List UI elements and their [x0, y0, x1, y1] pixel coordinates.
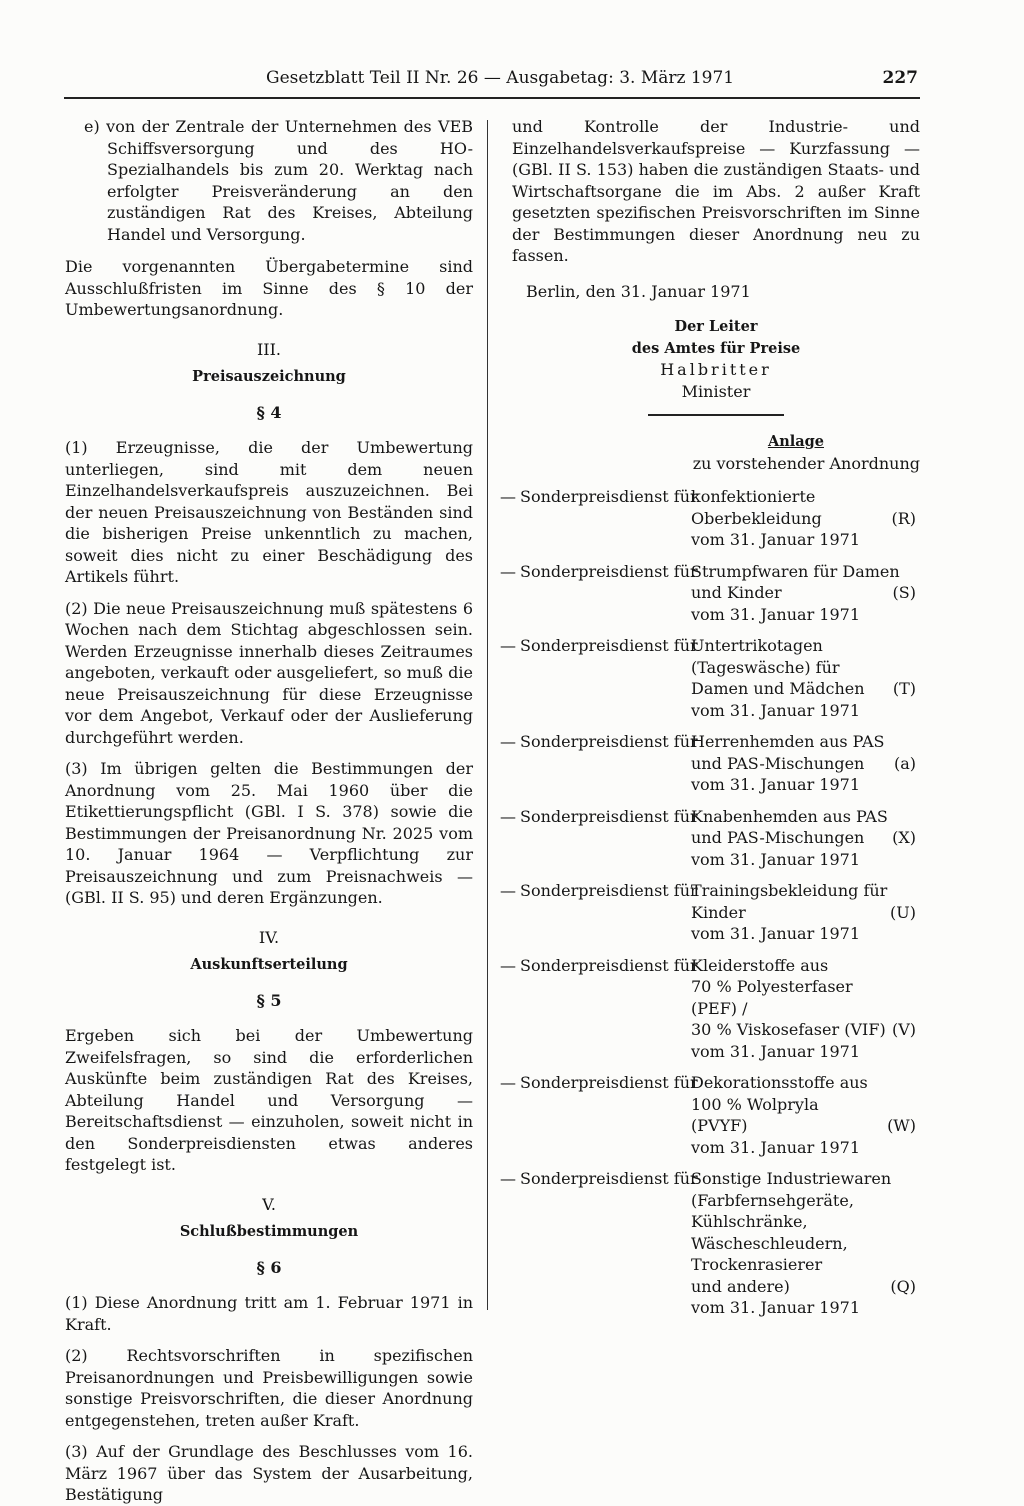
gazette-title: Gesetzblatt Teil II Nr. 26 — Ausgabetag: 3. März 1971	[266, 68, 735, 88]
list-dash: —	[500, 806, 516, 826]
item-line: und PAS-Mischungen	[691, 828, 865, 847]
item-line: Damen und Mädchen	[691, 679, 865, 698]
place-date: Berlin, den 31. Januar 1971	[526, 281, 751, 301]
item-line: konfektionierte	[691, 487, 816, 506]
section-4-title: Auskunftserteilung	[190, 956, 348, 973]
item-line: vom 31. Januar 1971	[691, 924, 861, 943]
item-line: (Farbfernsehgeräte,	[691, 1190, 854, 1210]
signature-rule	[648, 414, 784, 416]
item-line: Kühlschränke,	[691, 1212, 808, 1231]
item-e: e) von der Zentrale der Unternehmen des VEB Schiffsversorgung und des HO-Spezialhandels bis zum 20. Werktag nach erfolgter Preisveränderung an den zuständigen Rat des Kreises, Abteilung Handel und Versorgung.	[84, 117, 473, 244]
para-6-3: (3) Auf der Grundlage des Beschlusses vom 16. März 1967 über das System der Ausarbeitung, Bestätigung	[65, 1442, 473, 1504]
item-line: vom 31. Januar 1971	[691, 1298, 861, 1317]
list-dash: —	[500, 487, 516, 506]
para-6-1: (1) Diese Anordnung tritt am 1. Februar 1971 in Kraft.	[65, 1293, 473, 1334]
item-line: Wäscheschleudern,	[691, 1233, 848, 1253]
paragraph-4-heading: § 4	[256, 402, 282, 422]
item-prefix: Sonderpreisdienst für	[520, 881, 698, 900]
anlage-heading	[512, 430, 920, 453]
item-line: Oberbekleidung	[691, 508, 822, 528]
section-5-number: V.	[262, 1194, 276, 1214]
item-line: Untertrikotagen	[691, 636, 823, 655]
list-dash: —	[500, 881, 516, 900]
signature-name: Halbritter	[660, 360, 772, 379]
item-line: vom 31. Januar 1971	[691, 775, 861, 794]
item-line: vom 31. Januar 1971	[691, 1137, 861, 1157]
item-prefix: Sonderpreisdienst für	[520, 487, 698, 506]
item-line: vom 31. Januar 1971	[691, 530, 861, 549]
anlage-item	[500, 731, 920, 796]
item-prefix: Sonderpreisdienst für	[520, 1169, 698, 1188]
item-line: vom 31. Januar 1971	[691, 604, 861, 624]
header-rule	[64, 97, 920, 99]
item-prefix: Sonderpreisdienst für	[520, 732, 698, 751]
anlage-item	[500, 1168, 920, 1319]
item-prefix: Sonderpreisdienst für	[520, 1073, 698, 1092]
item-line: Kinder	[691, 902, 746, 922]
item-code: (W)	[887, 1116, 916, 1135]
item-code: (a)	[893, 753, 916, 773]
anlage-list	[500, 486, 920, 1319]
section-3-number: III.	[256, 339, 282, 359]
item-line: und Kinder	[691, 583, 782, 602]
item-line: vom 31. Januar 1971	[691, 700, 861, 720]
item-line: 70 % Polyesterfaser	[691, 977, 853, 996]
item-line: Trockenrasierer	[691, 1255, 823, 1274]
item-code: (T)	[892, 679, 916, 698]
paragraph-6-heading: § 6	[256, 1257, 282, 1277]
list-dash: —	[500, 636, 516, 655]
list-dash: —	[500, 1073, 516, 1092]
para-6-2: (2) Rechtsvorschriften in spezifischen Preisanordnungen und Preisbewilligungen sowie sonstige Preisvorschriften, die dieser Anordnung entgegenstehen, treten außer Kraft.	[65, 1346, 473, 1430]
item-line: Herrenhemden aus PAS	[691, 732, 885, 751]
left-column	[65, 116, 473, 1506]
item-code: (Q)	[890, 1276, 916, 1296]
anlage-item	[500, 1072, 920, 1158]
item-prefix: Sonderpreisdienst für	[520, 955, 698, 975]
item-line: Kleiderstoffe aus	[691, 955, 829, 975]
item-line: (PEF) /	[691, 998, 748, 1018]
item-line: Strumpfwaren für Damen	[691, 561, 900, 581]
item-code: (X)	[892, 828, 916, 847]
anlage-item	[500, 635, 920, 721]
list-dash: —	[500, 561, 516, 581]
item-line: 30 % Viskosefaser (VIF)	[691, 1020, 886, 1039]
para-fristen: Die vorgenannten Übergabetermine sind Ausschlußfristen im Sinne des § 10 der Umbewertungsanordnung.	[65, 257, 473, 319]
item-code: (S)	[892, 583, 916, 602]
item-line: Knabenhemden aus PAS	[691, 806, 888, 826]
anlage-title: Anlage	[767, 433, 824, 450]
para-4-1: (1) Erzeugnisse, die der Umbewertung unterliegen, sind mit dem neuen Einzelhandelsverkaufspreis auszuzeichnen. Bei der neuen Preisauszeichnung von Beständen sind die bisherigen Preise unkenntlich zu machen, soweit dies nicht zu einer Beschädigung des Artikels führt.	[65, 438, 473, 586]
para-5: Ergeben sich bei der Umbewertung Zweifelsfragen, so sind die erforderlichen Auskünfte beim zuständigen Rat des Kreises, Abteilung Handel und Versorgung — Bereitschaftsdienst — einzuholen, soweit nicht in den Sonderpreisdiensten etwas anderes festgelegt ist.	[65, 1026, 473, 1174]
para-continuation: und Kontrolle der Industrie- und Einzelhandelsverkaufspreise — Kurzfassung — (GBl. II S. 153) haben die zuständigen Staats- und Wirtschaftsorgane die im Abs. 2 außer Kraft gesetzten spezifischen Preisvorschriften im Sinne der Bestimmungen dieser Anordnung neu zu fassen.	[512, 117, 920, 265]
item-line: Sonstige Industriewaren	[691, 1169, 892, 1188]
item-line: und andere)	[691, 1276, 790, 1296]
item-line: vom 31. Januar 1971	[691, 849, 861, 869]
item-prefix: Sonderpreisdienst für	[520, 806, 698, 826]
item-code: (R)	[891, 508, 916, 528]
item-code: (U)	[890, 902, 916, 922]
section-3-title: Preisauszeichnung	[192, 368, 346, 385]
item-prefix: Sonderpreisdienst für	[520, 561, 698, 581]
section-5-title: Schlußbestimmungen	[179, 1223, 359, 1240]
para-4-2: (2) Die neue Preisauszeichnung muß spätestens 6 Wochen nach dem Stichtag abgeschlossen sein. Werden Erzeugnisse innerhalb dieses Zeitraumes angeboten, verkauft oder ausgeliefert, so muß die neue Preisauszeichnung für diese Erzeugnisse vor dem Angebot, Verkauf oder der Auslieferung durchgeführt werden.	[65, 598, 473, 747]
item-code: (V)	[891, 1020, 916, 1039]
signature-block	[512, 316, 920, 402]
item-line: und PAS-Mischungen	[691, 753, 865, 773]
anlage-item	[500, 880, 920, 945]
page-number: 227	[882, 68, 918, 88]
anlage-item	[500, 561, 920, 626]
item-line: 100 % Wolpryla	[691, 1094, 819, 1114]
page-header	[60, 68, 920, 98]
signature-role: Minister	[681, 381, 751, 401]
item-line: vom 31. Januar 1971	[691, 1041, 861, 1061]
item-line: (PVYF)	[691, 1116, 748, 1135]
item-line: Dekorationsstoffe aus	[691, 1073, 868, 1092]
list-dash: —	[500, 732, 516, 751]
item-line: Trainingsbekleidung für	[691, 881, 888, 900]
paragraph-5-heading: § 5	[256, 990, 282, 1010]
anlage-item	[500, 486, 920, 551]
section-4-number: IV.	[258, 927, 280, 947]
para-4-3: (3) Im übrigen gelten die Bestimmungen der Anordnung vom 25. Mai 1960 über die Etikettierungspflicht (GBl. I S. 378) sowie die Bestimmungen der Preisanordnung Nr. 2025 vom 10. Januar 1964 — Verpflichtung zur Preisauszeichnung und zum Preisnachweis — (GBl. II S. 95) und deren Ergänzungen.	[65, 759, 473, 907]
column-divider	[487, 120, 488, 1310]
anlage-item	[500, 955, 920, 1063]
item-line: (Tageswäsche) für	[691, 657, 840, 677]
list-dash: —	[500, 955, 516, 975]
signature-line-1: Der Leiter	[674, 318, 758, 335]
anlage-item	[500, 806, 920, 871]
anlage-subtitle: zu vorstehender Anordnung	[692, 453, 920, 473]
list-dash: —	[500, 1169, 516, 1188]
right-column	[500, 116, 920, 1329]
item-prefix: Sonderpreisdienst für	[520, 636, 698, 655]
signature-line-2: des Amtes für Preise	[631, 339, 801, 357]
